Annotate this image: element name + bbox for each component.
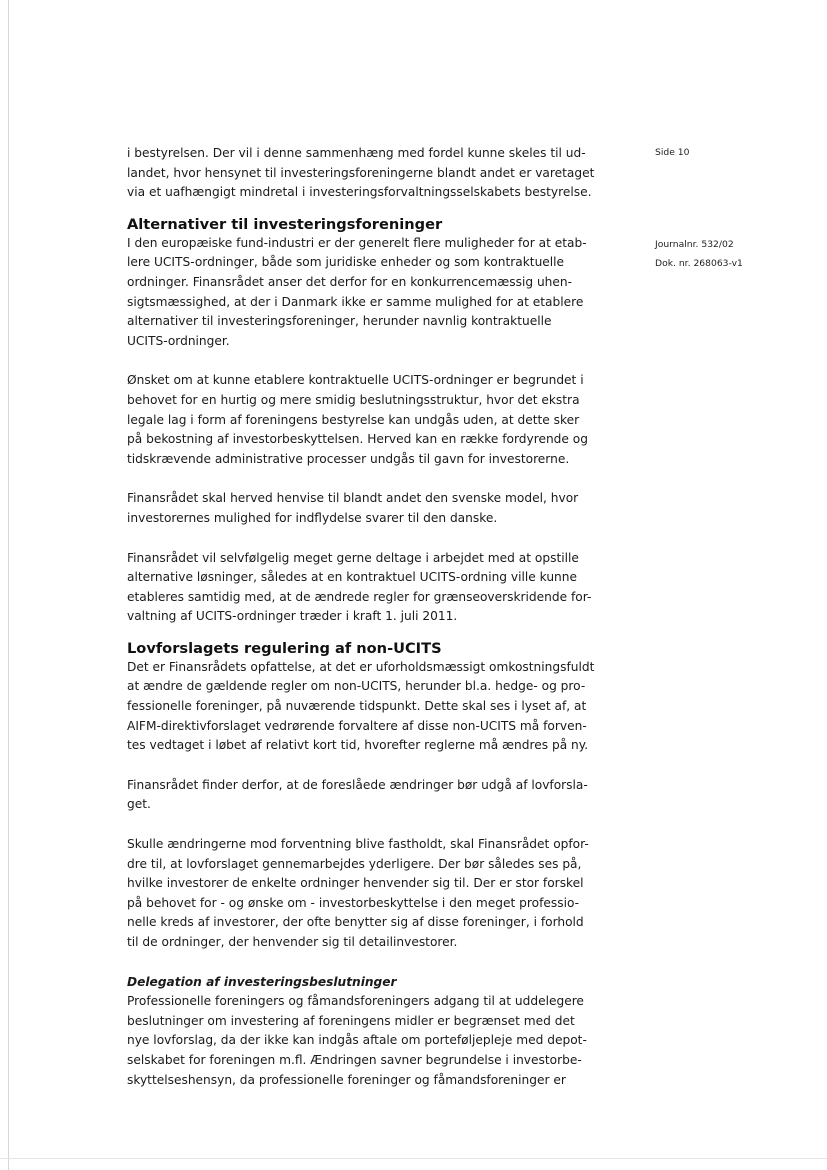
- text-line: I den europæiske fund-industri er der generelt flere muligheder for at etab-: [127, 235, 587, 250]
- paragraph: [127, 992, 627, 1090]
- paragraph: [127, 234, 627, 352]
- text-line: investorernes mulighed for indflydelse svarer til den danske.: [127, 510, 498, 525]
- text-line: UCITS-ordninger.: [127, 333, 230, 348]
- paragraph: [127, 776, 627, 815]
- text-line: AIFM-direktivforslaget vedrørende forvaltere af disse non-UCITS må forven-: [127, 718, 587, 733]
- text-line: valtning af UCITS-ordninger træder i kraft 1. juli 2011.: [127, 609, 458, 624]
- text-line: via et uafhængigt mindretal i investeringsforvaltningsselskabets bestyrelse.: [127, 185, 592, 200]
- document-number: Dok. nr. 268063-v1: [655, 258, 743, 269]
- intro-paragraph: [127, 144, 627, 203]
- text-line: Finansrådet vil selvfølgelig meget gerne deltage i arbejdet med at opstille: [127, 550, 579, 565]
- page-edge-left: [8, 0, 9, 1170]
- section-heading-alternatives: Alternativer til investeringsforeninger: [127, 215, 443, 233]
- page-edge-bottom: [0, 1158, 827, 1159]
- page-number: Side 10: [655, 147, 690, 158]
- text-line: get.: [127, 797, 151, 812]
- text-line: at ændre de gældende regler om non-UCITS, herunder bl.a. hedge- og pro-: [127, 679, 586, 694]
- text-line: nye lovforslag, da der ikke kan indgås aftale om porteføljepleje med depot-: [127, 1033, 587, 1048]
- text-line: alternative løsninger, således at en kontraktuel UCITS-ordning ville kunne: [127, 570, 578, 585]
- text-line: selskabet for foreningen m.fl. Ændringen savner begrundelse i investorbe-: [127, 1052, 582, 1067]
- section-heading-non-ucits: Lovforslagets regulering af non-UCITS: [127, 639, 442, 657]
- text-line: behovet for en hurtig og mere smidig beslutningsstruktur, hvor det ekstra: [127, 392, 580, 407]
- text-line: etableres samtidig med, at de ændrede regler for grænseoverskridende for-: [127, 589, 592, 604]
- text-line: alternativer til investeringsforeninger, herunder navnlig kontraktuelle: [127, 314, 552, 329]
- text-line: sigtsmæssighed, at der i Danmark ikke er samme mulighed for at etablere: [127, 294, 584, 309]
- text-line: nelle kreds af investorer, der ofte benytter sig af disse foreninger, i forhold: [127, 915, 584, 930]
- paragraph: [127, 549, 627, 627]
- text-line: på bekostning af investorbeskyttelsen. Herved kan en række fordyrende og: [127, 432, 588, 447]
- text-line: ordninger. Finansrådet anser det derfor for en konkurrencemæssig uhen-: [127, 274, 573, 289]
- text-line: Det er Finansrådets opfattelse, at det er uforholdsmæssigt omkostningsfuldt: [127, 659, 595, 674]
- paragraph: [127, 658, 627, 756]
- text-line: til de ordninger, der henvender sig til detailinvestorer.: [127, 935, 458, 949]
- text-line: lere UCITS-ordninger, både som juridiske enheder og som kontraktuelle: [127, 255, 565, 270]
- journal-number: Journalnr. 532/02: [655, 239, 734, 250]
- text-line: i bestyrelsen. Der vil i denne sammenhæng med fordel kunne skeles til ud-: [127, 146, 586, 160]
- text-line: Finansrådet finder derfor, at de foreslåede ændringer bør udgå af lovforsla-: [127, 777, 588, 792]
- text-line: legale lag i form af foreningens bestyrelse kan undgås uden, at dette sker: [127, 412, 580, 427]
- subheading-delegation: Delegation af investeringsbeslutninger: [127, 974, 397, 989]
- text-line: Skulle ændringerne mod forventning blive fastholdt, skal Finansrådet opfor-: [127, 837, 589, 852]
- text-line: tidskrævende administrative processer undgås til gavn for investorerne.: [127, 451, 570, 466]
- paragraph: [127, 489, 627, 528]
- text-line: hvilke investorer de enkelte ordninger henvender sig til. Der er stor forskel: [127, 876, 584, 891]
- text-line: landet, hvor hensynet til investeringsforeningerne blandt andet er varetaget: [127, 165, 595, 180]
- text-line: fessionelle foreninger, på nuværende tidspunkt. Dette skal ses i lyset af, at: [127, 699, 587, 714]
- text-line: tes vedtaget i løbet af relativt kort tid, hvorefter reglerne må ændres på ny.: [127, 738, 589, 753]
- document-body: [127, 144, 627, 1090]
- text-line: skyttelseshensyn, da professionelle foreninger og fåmandsforeninger er: [127, 1072, 566, 1087]
- text-line: beslutninger om investering af foreningens midler er begrænset med det: [127, 1013, 575, 1028]
- paragraph: [127, 371, 627, 469]
- text-line: dre til, at lovforslaget gennemarbejdes yderligere. Der bør således ses på,: [127, 856, 582, 871]
- text-line: Finansrådet skal herved henvise til blandt andet den svenske model, hvor: [127, 491, 579, 506]
- text-line: på behovet for - og ønske om - investorbeskyttelse i den meget professio-: [127, 895, 580, 910]
- paragraph: [127, 835, 627, 953]
- text-line: Ønsket om at kunne etablere kontraktuelle UCITS-ordninger er begrundet i: [127, 373, 584, 388]
- text-line: Professionelle foreningers og fåmandsforeningers adgang til at uddelegere: [127, 994, 584, 1009]
